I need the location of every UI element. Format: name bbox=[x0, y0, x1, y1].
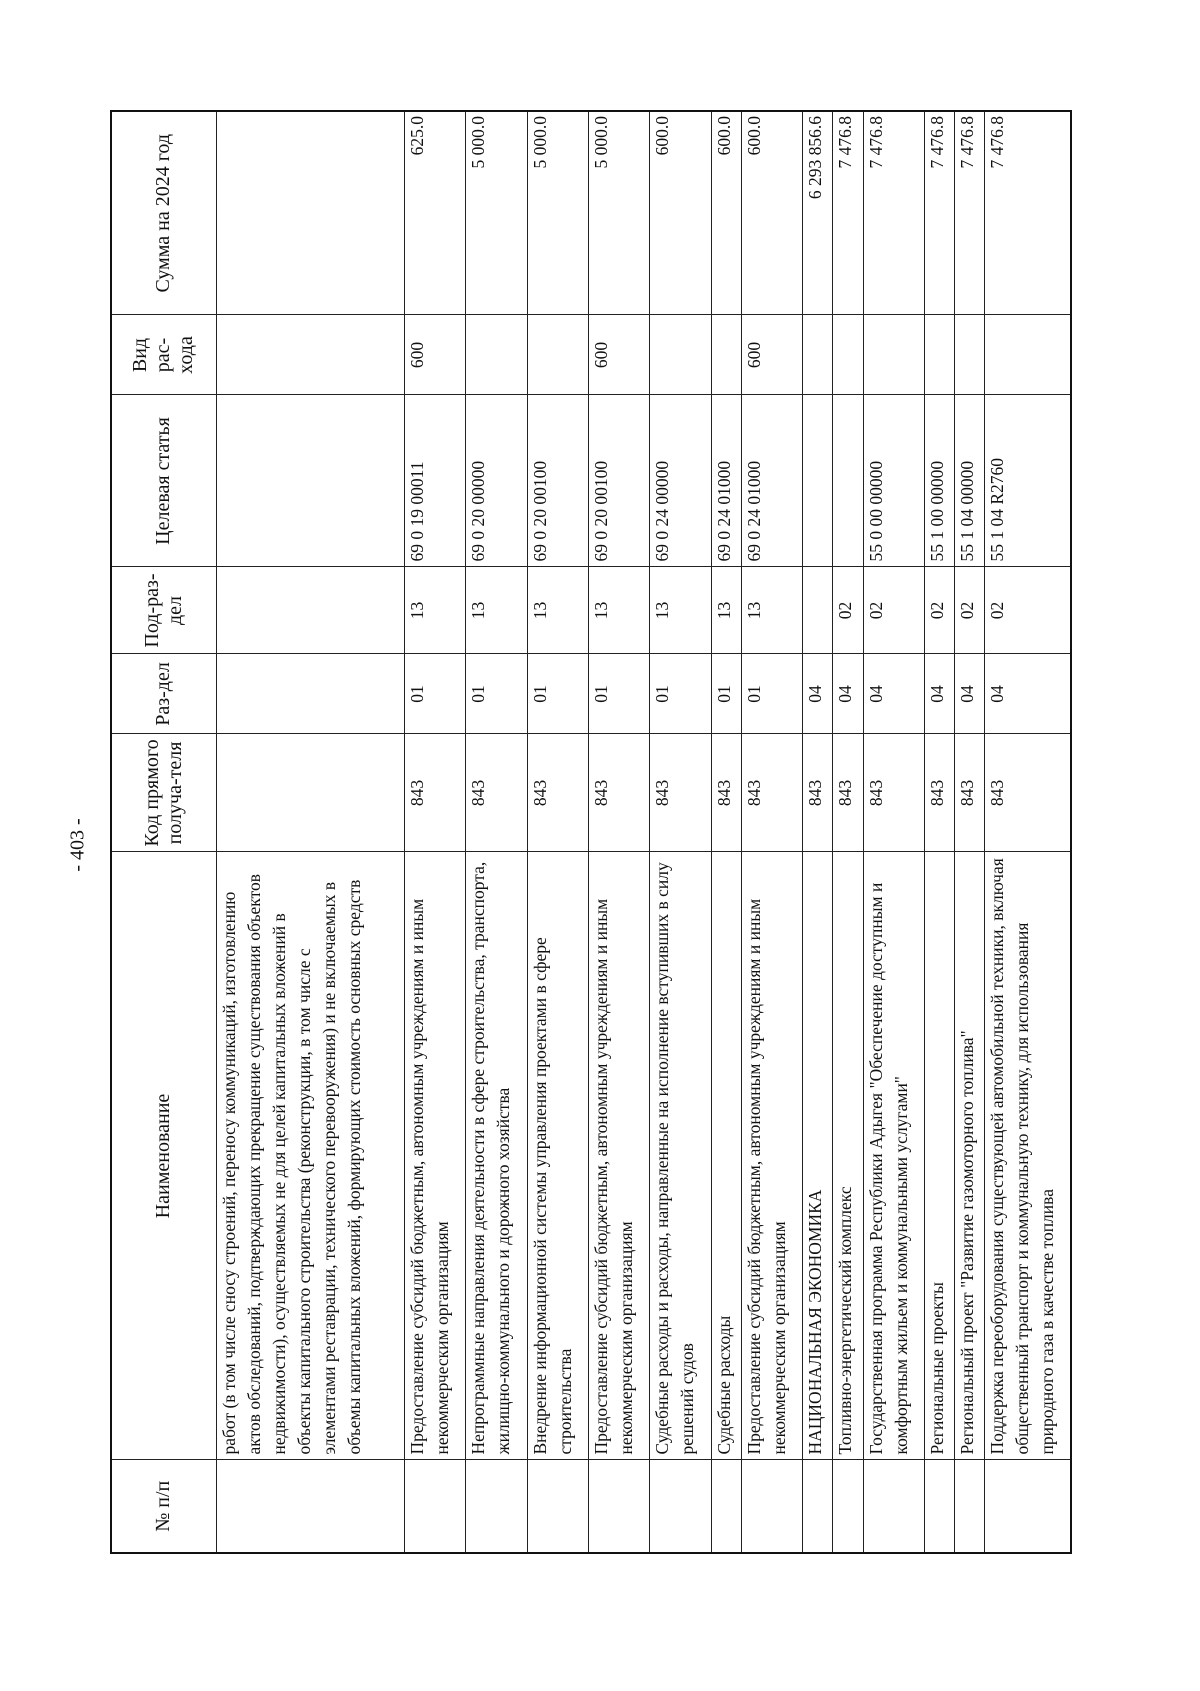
budget-table bbox=[110, 110, 1072, 1554]
row-subsection: 02 bbox=[955, 567, 985, 654]
row-name: НАЦИОНАЛЬНАЯ ЭКОНОМИКА bbox=[803, 852, 833, 1460]
row-section: 04 bbox=[924, 654, 954, 734]
row-target bbox=[803, 395, 833, 567]
row-section: 04 bbox=[985, 654, 1071, 734]
row-section: 01 bbox=[711, 654, 741, 734]
row-sum: 600.0 bbox=[711, 111, 741, 315]
table-row bbox=[216, 111, 404, 1553]
row-name: Региональный проект "Развитие газомоторного топлива" bbox=[955, 852, 985, 1460]
row-target: 55 0 00 00000 bbox=[863, 395, 924, 567]
row-expense: 600 bbox=[741, 315, 802, 395]
row-subsection: 02 bbox=[863, 567, 924, 654]
row-sum: 600.0 bbox=[741, 111, 802, 315]
table-row bbox=[404, 111, 465, 1553]
row-section: 04 bbox=[955, 654, 985, 734]
header-target: Целевая статья bbox=[111, 395, 216, 567]
table-row bbox=[650, 111, 711, 1553]
row-num bbox=[466, 1460, 527, 1553]
row-subsection: 13 bbox=[404, 567, 465, 654]
row-section: 04 bbox=[833, 654, 863, 734]
header-subsection: Под-раз-дел bbox=[111, 567, 216, 654]
table-row bbox=[803, 111, 833, 1553]
row-expense: 600 bbox=[589, 315, 650, 395]
header-section: Раз-дел bbox=[111, 654, 216, 734]
table-row bbox=[589, 111, 650, 1553]
row-name: Судебные расходы bbox=[711, 852, 741, 1460]
row-expense bbox=[955, 315, 985, 395]
row-name: Судебные расходы и расходы, направленные на исполнение вступивших в силу решений судов bbox=[650, 852, 711, 1460]
row-subsection: 13 bbox=[741, 567, 802, 654]
row-recipient: 843 bbox=[711, 734, 741, 852]
row-subsection bbox=[216, 567, 404, 654]
row-sum: 5 000.0 bbox=[589, 111, 650, 315]
row-target: 69 0 24 01000 bbox=[711, 395, 741, 567]
row-expense bbox=[216, 315, 404, 395]
row-subsection: 02 bbox=[833, 567, 863, 654]
row-target: 55 1 04 00000 bbox=[955, 395, 985, 567]
table-row bbox=[711, 111, 741, 1553]
table-row bbox=[741, 111, 802, 1553]
row-recipient: 843 bbox=[466, 734, 527, 852]
row-sum: 6 293 856.6 bbox=[803, 111, 833, 315]
row-section: 01 bbox=[741, 654, 802, 734]
row-subsection: 13 bbox=[527, 567, 588, 654]
row-recipient bbox=[216, 734, 404, 852]
row-num bbox=[803, 1460, 833, 1553]
row-section: 01 bbox=[650, 654, 711, 734]
row-num bbox=[985, 1460, 1071, 1553]
row-target: 69 0 19 00011 bbox=[404, 395, 465, 567]
row-name: Внедрение информационной системы управления проектами в сфере строительства bbox=[527, 852, 588, 1460]
row-sum: 5 000.0 bbox=[466, 111, 527, 315]
row-target bbox=[833, 395, 863, 567]
row-sum bbox=[216, 111, 404, 315]
row-sum: 625.0 bbox=[404, 111, 465, 315]
row-expense bbox=[924, 315, 954, 395]
row-recipient: 843 bbox=[985, 734, 1071, 852]
row-num bbox=[955, 1460, 985, 1553]
row-expense: 600 bbox=[404, 315, 465, 395]
row-sum: 7 476.8 bbox=[924, 111, 954, 315]
row-section: 04 bbox=[863, 654, 924, 734]
row-expense bbox=[527, 315, 588, 395]
row-recipient: 843 bbox=[803, 734, 833, 852]
header-row bbox=[111, 111, 216, 1553]
table-row bbox=[924, 111, 954, 1553]
row-subsection: 13 bbox=[589, 567, 650, 654]
row-name: Предоставление субсидий бюджетным, автономным учреждениям и иным некоммерческим организациям bbox=[404, 852, 465, 1460]
row-sum: 7 476.8 bbox=[955, 111, 985, 315]
row-target: 69 0 20 00000 bbox=[466, 395, 527, 567]
row-name: Государственная программа Республики Адыгея "Обеспечение доступным и комфортным жильем и коммунальными услугами" bbox=[863, 852, 924, 1460]
row-target: 69 0 20 00100 bbox=[527, 395, 588, 567]
row-name: работ (в том числе сносу строений, переносу коммуникаций, изготовлению актов обследований, подтверждающих прекращение существования объектов недвижимости), осуществляемых не для целей капитальных вложений в объекты капитального строительства (реконструкции, в том числе с элементами реставрации, технического перевооружения) и не включаемых в объемы капитальных вложений, формирующих стоимость основных средств bbox=[216, 852, 404, 1460]
row-recipient: 843 bbox=[863, 734, 924, 852]
row-subsection: 13 bbox=[711, 567, 741, 654]
row-expense bbox=[985, 315, 1071, 395]
table-row bbox=[833, 111, 863, 1553]
row-expense bbox=[803, 315, 833, 395]
row-name: Региональные проекты bbox=[924, 852, 954, 1460]
row-target: 55 1 00 00000 bbox=[924, 395, 954, 567]
table-row bbox=[985, 111, 1071, 1553]
row-section: 01 bbox=[589, 654, 650, 734]
row-sum: 600.0 bbox=[650, 111, 711, 315]
row-section: 04 bbox=[803, 654, 833, 734]
budget-table-sheet bbox=[110, 112, 1072, 1554]
row-name: Поддержка переоборудования существующей автомобильной техники, включая общественный транспорт и коммунальную технику, для использования природного газа в качестве топлива bbox=[985, 852, 1071, 1460]
row-num bbox=[741, 1460, 802, 1553]
row-section bbox=[216, 654, 404, 734]
row-expense bbox=[650, 315, 711, 395]
row-num bbox=[650, 1460, 711, 1553]
row-target: 69 0 20 00100 bbox=[589, 395, 650, 567]
row-name: Непрограммные направления деятельности в сфере строительства, транспорта, жилищно-коммунального и дорожного хозяйства bbox=[466, 852, 527, 1460]
header-name: Наименование bbox=[111, 852, 216, 1460]
row-section: 01 bbox=[527, 654, 588, 734]
row-name: Предоставление субсидий бюджетным, автономным учреждениям и иным некоммерческим организациям bbox=[589, 852, 650, 1460]
row-expense bbox=[833, 315, 863, 395]
table-row bbox=[466, 111, 527, 1553]
row-expense bbox=[863, 315, 924, 395]
row-target: 69 0 24 01000 bbox=[741, 395, 802, 567]
row-num bbox=[216, 1460, 404, 1553]
row-section: 01 bbox=[404, 654, 465, 734]
row-recipient: 843 bbox=[924, 734, 954, 852]
page-number: - 403 - bbox=[66, 818, 89, 872]
row-sum: 7 476.8 bbox=[833, 111, 863, 315]
row-recipient: 843 bbox=[833, 734, 863, 852]
row-subsection: 02 bbox=[985, 567, 1071, 654]
row-target bbox=[216, 395, 404, 567]
header-sum: Сумма на 2024 год bbox=[111, 111, 216, 315]
row-recipient: 843 bbox=[404, 734, 465, 852]
row-name: Предоставление субсидий бюджетным, автономным учреждениям и иным некоммерческим организациям bbox=[741, 852, 802, 1460]
row-recipient: 843 bbox=[527, 734, 588, 852]
row-recipient: 843 bbox=[650, 734, 711, 852]
row-target: 69 0 24 00000 bbox=[650, 395, 711, 567]
row-sum: 5 000.0 bbox=[527, 111, 588, 315]
table-row bbox=[863, 111, 924, 1553]
row-subsection: 13 bbox=[650, 567, 711, 654]
row-expense bbox=[711, 315, 741, 395]
table-row bbox=[527, 111, 588, 1553]
row-num bbox=[527, 1460, 588, 1553]
row-sum: 7 476.8 bbox=[985, 111, 1071, 315]
row-sum: 7 476.8 bbox=[863, 111, 924, 315]
row-section: 01 bbox=[466, 654, 527, 734]
row-num bbox=[404, 1460, 465, 1553]
header-expense: Вид рас-хода bbox=[111, 315, 216, 395]
row-num bbox=[833, 1460, 863, 1553]
row-num bbox=[589, 1460, 650, 1553]
header-num: № п/п bbox=[111, 1460, 216, 1553]
row-expense bbox=[466, 315, 527, 395]
row-recipient: 843 bbox=[955, 734, 985, 852]
row-name: Топливно-энергетический комплекс bbox=[833, 852, 863, 1460]
row-num bbox=[924, 1460, 954, 1553]
row-subsection bbox=[803, 567, 833, 654]
row-recipient: 843 bbox=[741, 734, 802, 852]
row-num bbox=[863, 1460, 924, 1553]
row-subsection: 02 bbox=[924, 567, 954, 654]
row-recipient: 843 bbox=[589, 734, 650, 852]
header-recipient: Код прямого получа-теля bbox=[111, 734, 216, 852]
row-num bbox=[711, 1460, 741, 1553]
table-row bbox=[955, 111, 985, 1553]
row-subsection: 13 bbox=[466, 567, 527, 654]
row-target: 55 1 04 R2760 bbox=[985, 395, 1071, 567]
